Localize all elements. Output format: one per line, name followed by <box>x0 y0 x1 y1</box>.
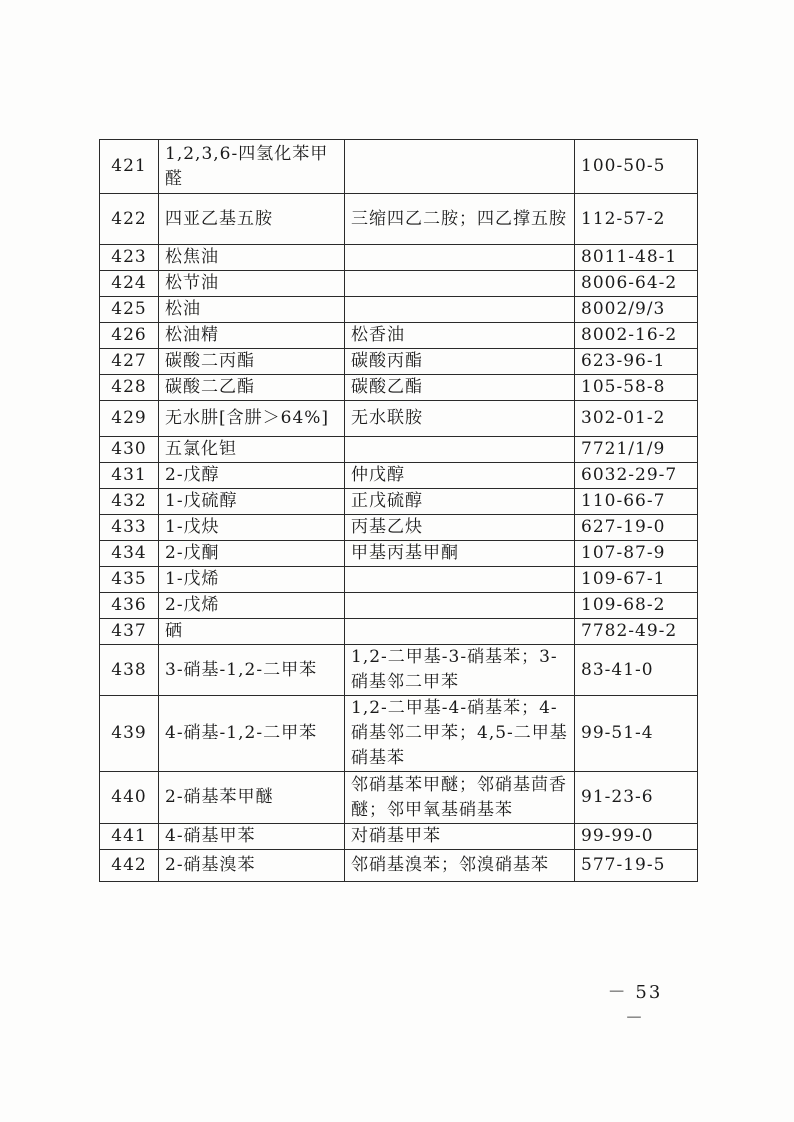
chemical-name-cell: 碳酸二丙酯 <box>159 349 345 375</box>
cas-number-cell: 577-19-5 <box>575 850 698 882</box>
table-row <box>100 824 698 850</box>
table-row <box>100 696 698 772</box>
alias-cell: 三缩四乙二胺；四乙撑五胺 <box>345 194 575 245</box>
chemical-name-cell: 1,2,3,6-四氢化苯甲醛 <box>159 140 345 194</box>
chemical-name-cell: 1-戊硫醇 <box>159 489 345 515</box>
chemical-name-cell: 2-硝基溴苯 <box>159 850 345 882</box>
table-row <box>100 645 698 696</box>
table-row <box>100 619 698 645</box>
alias-cell <box>345 297 575 323</box>
cas-number-cell: 99-99-0 <box>575 824 698 850</box>
serial-number-cell: 429 <box>100 401 159 437</box>
cas-number-cell: 8002-16-2 <box>575 323 698 349</box>
serial-number-cell: 441 <box>100 824 159 850</box>
alias-cell: 正戊硫醇 <box>345 489 575 515</box>
chemical-name-cell: 松油精 <box>159 323 345 349</box>
chemical-name-cell: 2-硝基苯甲醚 <box>159 772 345 824</box>
cas-number-cell: 107-87-9 <box>575 541 698 567</box>
cas-number-cell: 91-23-6 <box>575 772 698 824</box>
cas-number-cell: 7782-49-2 <box>575 619 698 645</box>
table-row <box>100 245 698 271</box>
table-row <box>100 349 698 375</box>
alias-cell: 无水联胺 <box>345 401 575 437</box>
cas-number-cell: 100-50-5 <box>575 140 698 194</box>
alias-cell: 碳酸丙酯 <box>345 349 575 375</box>
cas-number-cell: 302-01-2 <box>575 401 698 437</box>
serial-number-cell: 440 <box>100 772 159 824</box>
chemical-name-cell: 松油 <box>159 297 345 323</box>
table-body <box>100 140 698 882</box>
cas-number-cell: 6032-29-7 <box>575 463 698 489</box>
alias-cell: 1,2-二甲基-3-硝基苯；3-硝基邻二甲苯 <box>345 645 575 696</box>
cas-number-cell: 110-66-7 <box>575 489 698 515</box>
serial-number-cell: 423 <box>100 245 159 271</box>
alias-cell <box>345 567 575 593</box>
chemical-name-cell: 硒 <box>159 619 345 645</box>
table-row <box>100 323 698 349</box>
alias-cell <box>345 437 575 463</box>
cas-number-cell: 112-57-2 <box>575 194 698 245</box>
alias-cell: 松香油 <box>345 323 575 349</box>
alias-cell: 仲戊醇 <box>345 463 575 489</box>
chemical-name-cell: 五氯化钽 <box>159 437 345 463</box>
cas-number-cell: 109-67-1 <box>575 567 698 593</box>
table-row <box>100 593 698 619</box>
serial-number-cell: 438 <box>100 645 159 696</box>
table-row <box>100 463 698 489</box>
cas-number-cell: 627-19-0 <box>575 515 698 541</box>
serial-number-cell: 435 <box>100 567 159 593</box>
table-row <box>100 271 698 297</box>
alias-cell: 邻硝基溴苯；邻溴硝基苯 <box>345 850 575 882</box>
serial-number-cell: 428 <box>100 375 159 401</box>
cas-number-cell: 105-58-8 <box>575 375 698 401</box>
alias-cell: 丙基乙炔 <box>345 515 575 541</box>
chemical-name-cell: 松节油 <box>159 271 345 297</box>
alias-cell: 碳酸乙酯 <box>345 375 575 401</box>
table-row <box>100 375 698 401</box>
cas-number-cell: 8006-64-2 <box>575 271 698 297</box>
table-row <box>100 194 698 245</box>
table-row <box>100 850 698 882</box>
chemical-name-cell: 1-戊烯 <box>159 567 345 593</box>
table-row <box>100 567 698 593</box>
table-row <box>100 401 698 437</box>
serial-number-cell: 432 <box>100 489 159 515</box>
chemical-name-cell: 4-硝基甲苯 <box>159 824 345 850</box>
alias-cell: 对硝基甲苯 <box>345 824 575 850</box>
cas-number-cell: 8002/9/3 <box>575 297 698 323</box>
table-row <box>100 772 698 824</box>
table-row <box>100 541 698 567</box>
serial-number-cell: 431 <box>100 463 159 489</box>
alias-cell: 邻硝基苯甲醚；邻硝基茴香醚；邻甲氧基硝基苯 <box>345 772 575 824</box>
serial-number-cell: 425 <box>100 297 159 323</box>
serial-number-cell: 424 <box>100 271 159 297</box>
cas-number-cell: 83-41-0 <box>575 645 698 696</box>
chemical-name-cell: 3-硝基-1,2-二甲苯 <box>159 645 345 696</box>
chemical-name-cell: 2-戊醇 <box>159 463 345 489</box>
serial-number-cell: 427 <box>100 349 159 375</box>
alias-cell <box>345 245 575 271</box>
chemical-name-cell: 四亚乙基五胺 <box>159 194 345 245</box>
chemical-name-cell: 松焦油 <box>159 245 345 271</box>
chemical-name-cell: 1-戊炔 <box>159 515 345 541</box>
alias-cell <box>345 140 575 194</box>
table-row <box>100 437 698 463</box>
cas-number-cell: 109-68-2 <box>575 593 698 619</box>
serial-number-cell: 422 <box>100 194 159 245</box>
cas-number-cell: 8011-48-1 <box>575 245 698 271</box>
alias-cell: 甲基丙基甲酮 <box>345 541 575 567</box>
serial-number-cell: 430 <box>100 437 159 463</box>
serial-number-cell: 442 <box>100 850 159 882</box>
alias-cell: 1,2-二甲基-4-硝基苯；4-硝基邻二甲苯；4,5-二甲基硝基苯 <box>345 696 575 772</box>
serial-number-cell: 437 <box>100 619 159 645</box>
page-number: － 53 － <box>607 982 663 1029</box>
table-row <box>100 297 698 323</box>
chemical-name-cell: 2-戊酮 <box>159 541 345 567</box>
cas-number-cell: 99-51-4 <box>575 696 698 772</box>
alias-cell <box>345 271 575 297</box>
chemical-list-table <box>99 139 698 882</box>
chemical-name-cell: 2-戊烯 <box>159 593 345 619</box>
cas-number-cell: 7721/1/9 <box>575 437 698 463</box>
serial-number-cell: 436 <box>100 593 159 619</box>
serial-number-cell: 433 <box>100 515 159 541</box>
cas-number-cell: 623-96-1 <box>575 349 698 375</box>
chemical-name-cell: 无水肼[含肼＞64%] <box>159 401 345 437</box>
serial-number-cell: 439 <box>100 696 159 772</box>
chemical-name-cell: 碳酸二乙酯 <box>159 375 345 401</box>
alias-cell <box>345 619 575 645</box>
serial-number-cell: 434 <box>100 541 159 567</box>
table-row <box>100 489 698 515</box>
alias-cell <box>345 593 575 619</box>
serial-number-cell: 421 <box>100 140 159 194</box>
table-row <box>100 515 698 541</box>
serial-number-cell: 426 <box>100 323 159 349</box>
chemical-name-cell: 4-硝基-1,2-二甲苯 <box>159 696 345 772</box>
table-row <box>100 140 698 194</box>
